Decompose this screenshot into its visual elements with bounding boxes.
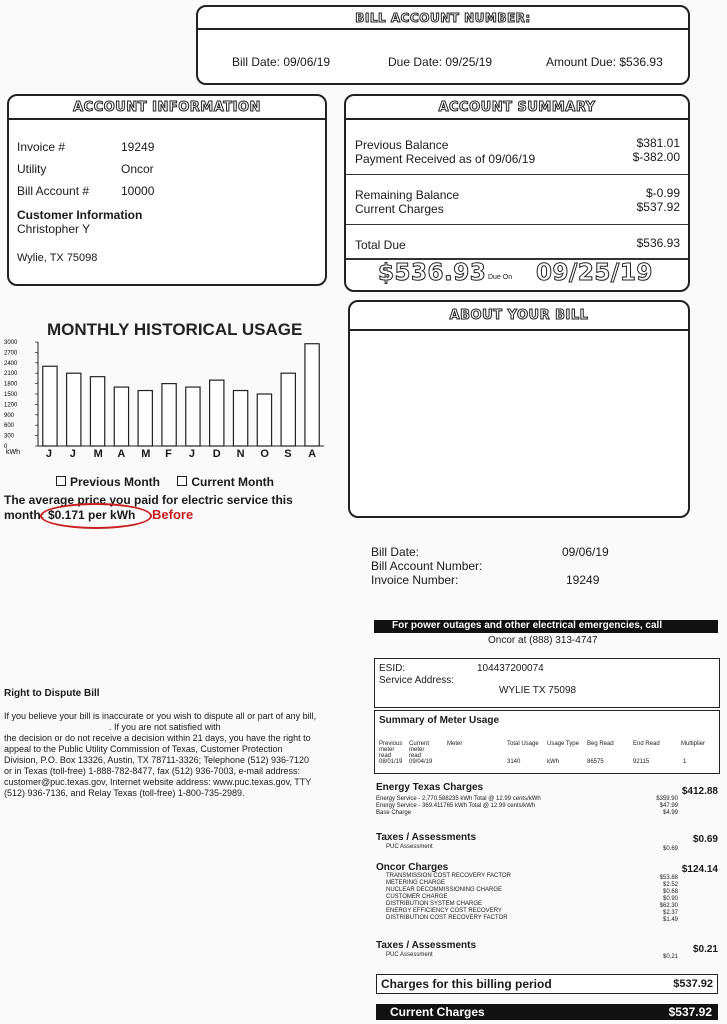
bill-info-date-label: Bill Date: <box>371 545 420 559</box>
big-date: 09/25/19 <box>536 260 653 286</box>
summary-divider-2 <box>346 224 688 225</box>
current-charges-bar-label: Current Charges <box>390 1005 485 1019</box>
usage-bar <box>257 394 271 446</box>
dispute-line-7: customer@puc.texas.gov, Internet website address: www.puc.texas.gov, TTY <box>4 777 312 787</box>
legend-current: Current Month <box>191 475 275 489</box>
usage-bar <box>67 373 81 446</box>
y-tick-label: 3000 <box>4 340 18 346</box>
total-due-label: Total Due <box>355 238 406 252</box>
dispute-line-5: Division, P.O. Box 13326, Austin, TX 78711-3326; Telephone (512) 936-7120 <box>4 755 310 765</box>
account-info-title: ACCOUNT INFORMATION <box>9 96 325 120</box>
oncor-line-5-value: $62.30 <box>659 903 678 909</box>
x-tick-label: D <box>212 448 221 460</box>
about-bill-box <box>348 300 690 518</box>
x-tick-label: M <box>141 448 151 460</box>
bill-info-invoice: 19249 <box>566 573 600 587</box>
oncor-line-3-value: $0.68 <box>662 889 678 895</box>
amount-due: Amount Due: $536.93 <box>546 55 663 69</box>
y-tick-label: 2100 <box>4 371 18 378</box>
taxes2-title: Taxes / Assessments <box>376 940 477 951</box>
due-on-label: Due On <box>488 274 513 281</box>
about-bill-title: ABOUT YOUR BILL <box>350 302 688 331</box>
meter-header-curr: Current meter read <box>409 741 430 759</box>
y-tick-label: 2700 <box>4 350 18 357</box>
oncor-line-1-label: TRANSMISSION COST RECOVERY FACTOR <box>386 873 511 879</box>
usage-bar <box>90 377 104 446</box>
y-tick-label: 600 <box>4 423 15 430</box>
y-tick-label: 0 <box>4 444 8 450</box>
y-tick-label: 300 <box>4 433 15 440</box>
meter-header-meter: Meter <box>447 741 463 747</box>
bill-info-invoice-label: Invoice Number: <box>371 573 459 587</box>
account-summary-box <box>344 94 690 292</box>
energy-line-3-value: $4.99 <box>662 810 678 816</box>
previous-balance-label: Previous Balance <box>355 138 449 152</box>
before-annotation: Before <box>152 507 194 522</box>
customer-name: Christopher Y <box>17 222 91 236</box>
usage-bar <box>114 387 128 446</box>
account-summary-title: ACCOUNT SUMMARY <box>346 96 688 120</box>
taxes2-total: $0.21 <box>692 944 718 955</box>
utility-label: Utility <box>17 162 47 176</box>
taxes1-line-value: $0.69 <box>662 846 678 852</box>
energy-line-1-value: $359.90 <box>656 796 678 802</box>
energy-line-3-label: Base Charge <box>376 810 412 816</box>
meter-title: Summary of Meter Usage <box>379 715 500 726</box>
usage-bar <box>186 387 200 446</box>
bill-info-account-label: Bill Account Number: <box>371 559 483 573</box>
dispute-line-6: or in Texas (toll-free) 1-888-782-8477, fax (512) 936-7003, e-mail address: <box>4 766 300 776</box>
x-tick-label: J <box>45 448 53 460</box>
current-charges-value: $537.92 <box>636 200 680 214</box>
usage-bar <box>162 384 176 446</box>
payment-label: Payment Received as of 09/06/19 <box>355 152 536 166</box>
energy-total: $412.88 <box>681 786 718 797</box>
invoice-value: 19249 <box>121 140 155 154</box>
x-tick-label: F <box>165 448 172 460</box>
x-tick-label: N <box>236 448 245 460</box>
dispute-body <box>4 700 359 810</box>
bill-account-value: 10000 <box>121 184 155 198</box>
meter-beg: 86575 <box>587 759 604 765</box>
remaining-value: $-0.99 <box>645 186 680 200</box>
oncor-line-2-label: METERING CHARGE <box>386 880 446 886</box>
y-tick-label: 900 <box>4 412 15 419</box>
period-total: $537.92 <box>673 978 713 990</box>
meter-curr-read: 09/04/19 <box>409 759 433 765</box>
bill-date: Bill Date: 09/06/19 <box>232 55 331 69</box>
meter-header-end: End Read <box>633 741 660 747</box>
usage-bar <box>43 366 57 446</box>
invoice-label: Invoice # <box>17 140 66 154</box>
oncor-line-4-label: CUSTOMER CHARGE <box>386 894 448 900</box>
bill-account-title: BILL ACCOUNT NUMBER: <box>198 7 688 30</box>
meter-usage: 3140 <box>507 759 521 765</box>
taxes2-line-value: $0.21 <box>662 954 678 960</box>
taxes1-line-label: PUC Assessment <box>386 844 433 850</box>
energy-line-2-label: Energy Service - 369.411765 kWh Total @ 12.99 cents/kWh <box>376 803 536 809</box>
service-city: WYLIE TX 75098 <box>499 685 577 696</box>
usage-bar <box>281 373 295 446</box>
oncor-line-5-label: DISTRIBUTION SYSTEM CHARGE <box>386 901 483 907</box>
x-tick-label: O <box>260 448 269 460</box>
avg-price-circle <box>40 503 152 529</box>
oncor-line-6-value: $2.37 <box>662 910 678 916</box>
due-date: Due Date: 09/25/19 <box>388 55 493 69</box>
legend-previous-box-icon <box>56 476 66 486</box>
payment-value: $-382.00 <box>632 150 680 164</box>
remaining-label: Remaining Balance <box>355 188 460 202</box>
account-info-box <box>7 94 327 286</box>
meter-type: kWh <box>547 759 559 765</box>
current-charges-label: Current Charges <box>355 202 444 216</box>
x-tick-label: A <box>308 448 317 460</box>
meter-header-usage: Total Usage <box>507 741 539 747</box>
bill-account-label: Bill Account # <box>17 184 90 198</box>
y-tick-label: 2400 <box>4 360 18 367</box>
meter-end: 92115 <box>633 759 650 765</box>
customer-info-label: Customer Information <box>17 208 143 222</box>
avg-price-value: $0.171 per kWh <box>48 508 136 522</box>
usage-bar <box>138 391 152 446</box>
x-tick-label: J <box>69 448 76 460</box>
outage-text: For power outages and other electrical emergencies, call <box>392 620 663 631</box>
dispute-line-8: (512) 936-7136, and Relay Texas (toll-free) 1-800-735-2989. <box>4 788 245 798</box>
avg-price-text: The average price you paid for electric service this <box>4 493 293 507</box>
dispute-line-3: the decision or do not receive a decision within 21 days, you have the right to <box>4 733 311 743</box>
customer-city: Wylie, TX 75098 <box>17 252 98 264</box>
meter-box <box>374 710 720 774</box>
meter-header-mult: Multiplier <box>681 741 706 747</box>
meter-mult: 1 <box>683 759 687 765</box>
meter-header-type: Usage Type <box>547 741 579 747</box>
esid-box <box>374 658 720 708</box>
energy-line-1-label: Energy Service - 2,770.588235 kWh Total @ 12.99 cents/kWh <box>376 796 541 802</box>
x-tick-label: J <box>188 448 196 460</box>
outage-phone: Oncor at (888) 313-4747 <box>488 635 598 646</box>
meter-header-prev: Previous meter read <box>379 741 403 759</box>
y-axis-label: kWh <box>6 449 20 456</box>
period-label: Charges for this billing period <box>381 977 552 991</box>
oncor-title: Oncor Charges <box>376 862 449 873</box>
legend-previous: Previous Month <box>70 475 161 489</box>
energy-title: Energy Texas Charges <box>376 782 484 793</box>
taxes1-total: $0.69 <box>692 834 718 845</box>
y-tick-label: 1800 <box>4 381 18 388</box>
charges-section <box>374 778 718 1024</box>
service-address-label: Service Address: <box>379 675 455 686</box>
oncor-line-2-value: $2.52 <box>662 882 678 888</box>
oncor-total: $124.14 <box>681 864 718 875</box>
utility-value: Oncor <box>121 162 154 176</box>
esid-label: ESID: <box>379 663 406 674</box>
dispute-line-4: appeal to the Public Utility Commission of Texas, Customer Protection <box>4 744 283 754</box>
chart-legend <box>56 475 274 489</box>
oncor-line-6-label: ENERGY EFFICIENCY COST RECOVERY <box>386 908 502 914</box>
esid-value: 104437200074 <box>477 663 544 674</box>
bill-info-date: 09/06/19 <box>562 545 609 559</box>
oncor-line-4-value: $0.90 <box>662 896 678 902</box>
x-tick-label: S <box>284 448 292 460</box>
summary-divider-1 <box>346 174 688 175</box>
bill-account-box <box>196 5 690 85</box>
y-tick-label: 1200 <box>4 402 18 409</box>
x-axis-labels <box>38 448 324 462</box>
big-amount: $536.93 <box>378 260 487 286</box>
total-due-value: $536.93 <box>636 236 680 250</box>
usage-chart <box>4 336 330 456</box>
legend-current-box-icon <box>177 476 187 486</box>
energy-line-2-value: $47.99 <box>659 803 678 809</box>
taxes2-line-label: PUC Assessment <box>386 952 433 958</box>
dispute-line-1: If you believe your bill is inaccurate or you wish to dispute all or part of any bill, <box>4 711 317 721</box>
meter-header-beg: Beg Read <box>587 741 614 747</box>
y-tick-label: 1500 <box>4 392 18 398</box>
oncor-line-3-label: NUCLEAR DECOMMISSIONING CHARGE <box>386 887 503 893</box>
usage-chart-title: MONTHLY HISTORICAL USAGE <box>47 320 303 339</box>
dispute-title: Right to Dispute Bill <box>4 688 100 699</box>
usage-bar <box>233 391 247 446</box>
x-tick-label: M <box>93 448 103 460</box>
meter-prev-read: 08/01/19 <box>379 759 403 765</box>
usage-bar <box>210 380 224 446</box>
previous-balance: $381.01 <box>636 136 680 150</box>
avg-price-text-2: month: <box>4 508 45 522</box>
oncor-line-7-value: $1.49 <box>662 917 678 923</box>
x-tick-label: A <box>117 448 126 460</box>
usage-bar <box>305 344 319 446</box>
oncor-line-1-value: $53.88 <box>659 875 678 881</box>
oncor-line-7-label: DISTRIBUTION COST RECOVERY FACTOR <box>386 915 508 921</box>
current-charges-bar-total: $537.92 <box>668 1005 712 1019</box>
current-charges-bar <box>376 1004 718 1020</box>
taxes1-title: Taxes / Assessments <box>376 832 477 843</box>
period-box <box>376 974 718 994</box>
dispute-line-2: . If you are not satisfied with <box>4 722 221 732</box>
